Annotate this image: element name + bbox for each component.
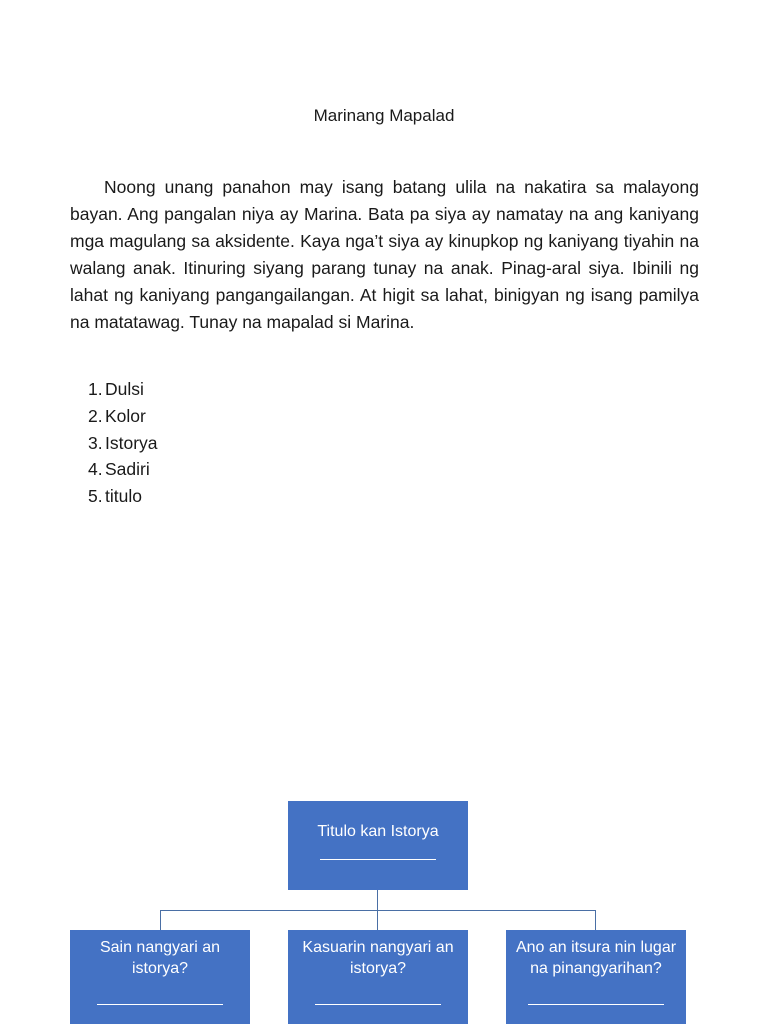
- list-text: Istorya: [105, 432, 158, 453]
- list-number: 3.: [88, 432, 103, 453]
- blank-line: [315, 1004, 441, 1005]
- list-text: Sadiri: [105, 459, 150, 480]
- list-number: 4.: [88, 459, 103, 480]
- list-number: 5.: [88, 486, 103, 507]
- blank-line: [528, 1004, 664, 1005]
- list-text: Kolor: [105, 405, 146, 426]
- connector-horizontal: [160, 910, 596, 911]
- box-text: Titulo kan Istorya: [317, 823, 439, 840]
- blank-line: [97, 1004, 223, 1005]
- blank-line: [320, 859, 436, 860]
- document-title: Marinang Mapalad: [313, 106, 455, 125]
- list-item: [88, 430, 158, 457]
- diagram-box-where: [70, 930, 250, 1024]
- list-text: titulo: [105, 486, 142, 507]
- list-item: [88, 376, 158, 403]
- box-text: istorya?: [349, 960, 407, 977]
- list-number: 2.: [88, 405, 103, 426]
- box-text: na pinangyarihan?: [530, 960, 662, 977]
- list-text: Dulsi: [105, 379, 144, 399]
- connector-right: [595, 910, 596, 930]
- box-text: istorya?: [131, 960, 189, 977]
- connector-middle: [377, 910, 378, 930]
- connector-vertical-top: [377, 889, 378, 911]
- connector-left: [160, 910, 161, 930]
- diagram-box-title: [288, 801, 468, 890]
- box-text: Sain nangyari an: [99, 939, 221, 956]
- list-item: [88, 403, 158, 430]
- diagram-box-place: [506, 930, 686, 1024]
- list-item: [88, 483, 158, 510]
- list-item: [88, 456, 158, 483]
- box-text: Kasuarin nangyari an: [302, 939, 454, 956]
- box-text: Ano an itsura nin lugar: [515, 939, 677, 956]
- list-number: 1.: [88, 379, 103, 399]
- word-list: [88, 376, 158, 510]
- story-paragraph: Noong unang panahon may isang batang ulila na nakatira sa malayong bayan. Ang pangalan niya ay Marina. Bata pa siya ay namatay na ang kaniyang mga magulang sa aksidente. Kaya nga’t siya ay kinupkop ng kaniyang tiyahin na walang anak. Itinuring siyang parang tunay na anak. Pinag-aral siya. Ibinili ng lahat ng kaniyang pangangailangan. At higit sa lahat, binigyan ng isang pamilya na matatawag. Tunay na mapalad si Marina.: [70, 177, 699, 332]
- diagram-box-when: [288, 930, 468, 1024]
